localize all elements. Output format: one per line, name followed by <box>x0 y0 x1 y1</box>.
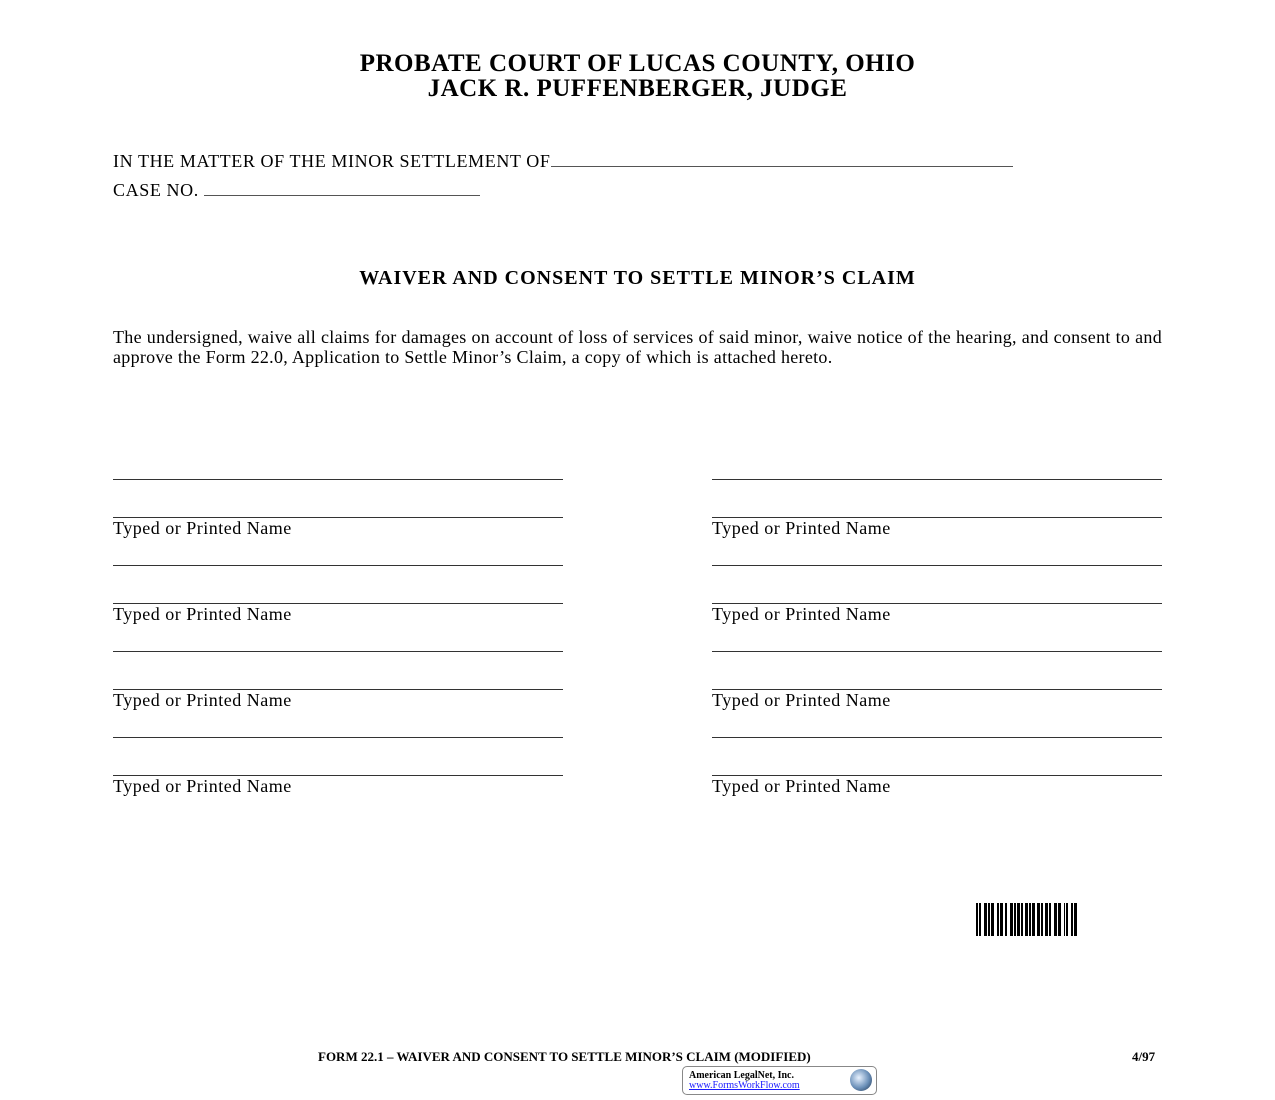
barcode-bar <box>988 903 990 936</box>
barcode-bar <box>979 903 981 936</box>
barcode-bar <box>1071 903 1073 936</box>
barcode-bar <box>991 903 994 936</box>
matter-line <box>113 151 1013 172</box>
form-title: WAIVER AND CONSENT TO SETTLE MINOR’S CLAIM <box>359 267 916 289</box>
waiver-text: The undersigned, waive all claims for damages on account of loss of services of said minor, waive notice of the hearing, and consent to and approve the Form 22.0, Application to Settle Minor’s Claim, a copy of which is attached hereto. <box>113 327 1162 367</box>
logo-url[interactable]: www.FormsWorkFlow.com <box>689 1080 800 1091</box>
barcode-bar <box>1005 903 1007 936</box>
barcode-bar <box>1074 903 1077 936</box>
barcode-bar <box>1045 903 1048 936</box>
barcode-bar <box>976 903 978 936</box>
barcode-bar <box>1017 903 1020 936</box>
signature-line[interactable] <box>712 565 1162 566</box>
printed-name-label: Typed or Printed Name <box>712 518 891 538</box>
barcode-bar <box>984 903 987 936</box>
barcode-bar <box>1066 903 1068 936</box>
revision-date: 4/97 <box>1132 1049 1156 1064</box>
case-label: CASE NO. <box>113 180 199 200</box>
barcode-bar <box>1021 903 1023 936</box>
court-name: PROBATE COURT OF LUCAS COUNTY, OHIO <box>359 50 916 77</box>
barcode-bar <box>1049 903 1051 936</box>
barcode-bar <box>1029 903 1031 936</box>
barcode-bar <box>1032 903 1035 936</box>
signature-line[interactable] <box>113 565 563 566</box>
barcode-bar <box>1010 903 1013 936</box>
minor-name-field[interactable] <box>551 152 1013 167</box>
barcode-bar <box>1041 903 1043 936</box>
barcode-bar <box>1064 903 1065 936</box>
case-line <box>113 180 480 201</box>
printed-name-label: Typed or Printed Name <box>712 604 891 624</box>
printed-name-label: Typed or Printed Name <box>113 776 292 796</box>
form-footer: FORM 22.1 – WAIVER AND CONSENT TO SETTLE MINOR’S CLAIM (MODIFIED) <box>318 1049 811 1064</box>
barcode-bar <box>997 903 999 936</box>
barcode-bar <box>1014 903 1016 936</box>
american-legalnet-logo[interactable] <box>682 1066 877 1095</box>
signature-line[interactable] <box>113 737 563 738</box>
case-number-field[interactable] <box>204 181 480 196</box>
signature-line[interactable] <box>113 651 563 652</box>
logo-company: American LegalNet, Inc. <box>689 1070 794 1081</box>
printed-name-label: Typed or Printed Name <box>712 776 891 796</box>
signature-line[interactable] <box>712 479 1162 480</box>
barcode-bar <box>1025 903 1028 936</box>
printed-name-label: Typed or Printed Name <box>712 690 891 710</box>
barcode <box>976 903 1163 936</box>
judge-name: JACK R. PUFFENBERGER, JUDGE <box>427 75 848 102</box>
signature-line[interactable] <box>712 651 1162 652</box>
barcode-bar <box>1000 903 1003 936</box>
printed-name-label: Typed or Printed Name <box>113 604 292 624</box>
printed-name-label: Typed or Printed Name <box>113 518 292 538</box>
printed-name-label: Typed or Printed Name <box>113 690 292 710</box>
globe-icon <box>850 1069 872 1091</box>
matter-label: IN THE MATTER OF THE MINOR SETTLEMENT OF <box>113 151 551 171</box>
barcode-bar <box>1054 903 1057 936</box>
signature-line[interactable] <box>712 737 1162 738</box>
signature-line[interactable] <box>113 479 563 480</box>
barcode-bar <box>1037 903 1040 936</box>
barcode-bar <box>1058 903 1061 936</box>
